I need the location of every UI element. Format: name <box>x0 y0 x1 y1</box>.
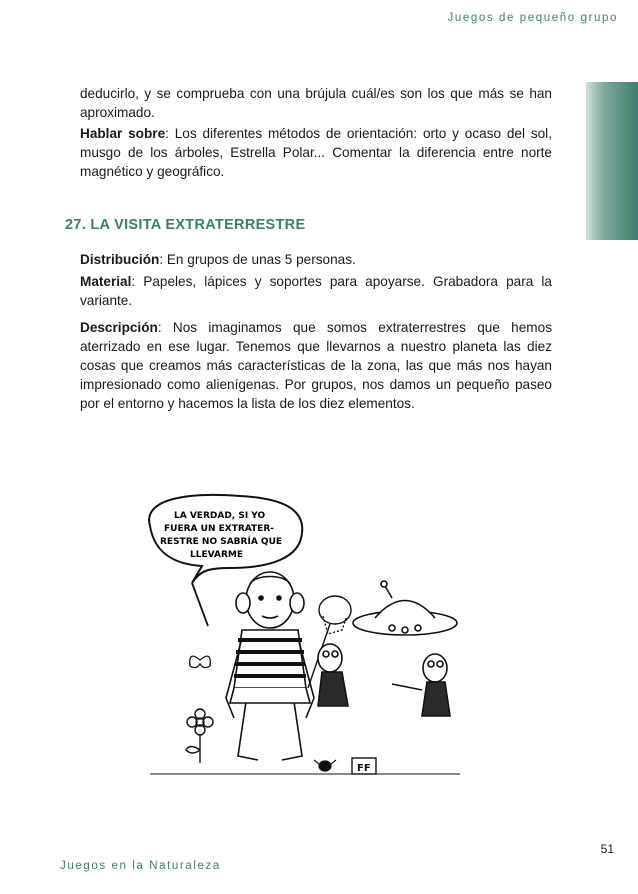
distribucion-text: : En grupos de unas 5 personas. <box>159 252 356 267</box>
section-title: 27. LA VISITA EXTRATERRESTRE <box>65 217 306 233</box>
alien-right <box>392 654 450 716</box>
chapter-side-tab <box>586 82 638 240</box>
flower-drawing <box>186 709 213 763</box>
bubble-line-1: LA VERDAD, SI YO <box>174 511 266 521</box>
alien-left <box>318 644 348 706</box>
running-header: Juegos de pequeño grupo <box>447 12 618 24</box>
hablar-sobre-paragraph <box>80 124 552 181</box>
hablar-sobre-text: : Los diferentes métodos de orientación: orto y ocaso del sol, musgo de los árboles, Estrella Polar... Comentar la diferencia entre norte magnético y geográfico. <box>80 126 552 179</box>
cartoon-illustration <box>130 488 470 788</box>
artist-signature <box>352 758 376 774</box>
page-number: 51 <box>600 842 614 856</box>
distribucion-label: Distribución <box>80 252 160 267</box>
beetle-drawing <box>314 760 336 771</box>
butterfly-drawing <box>190 656 211 667</box>
book-title-footer: Juegos en la Naturaleza <box>60 860 221 872</box>
continuation-paragraph: deducirlo, y se comprueba con una brújula cuál/es son los que más se han aproximado. <box>80 86 552 120</box>
material-label: Material <box>80 274 132 289</box>
distribucion-paragraph <box>80 250 552 269</box>
material-text: : Papeles, lápices y soportes para apoyarse. Grabadora para la variante. <box>80 274 552 308</box>
descripcion-text: : Nos imaginamos que somos extraterrestres que hemos aterrizado en ese lugar. Tenemos que llevarnos a nuestro planeta las diez cosas que creamos más características de la zona, las que más nos hayan impresionado como alienígenas. Por grupos, nos damos un pequeño paseo por el entorno y hacemos la lista de los diez elementos. <box>80 320 552 411</box>
descripcion-paragraph <box>80 318 552 413</box>
bubble-line-3: RESTRE NO SABRÍA QUE <box>160 537 283 547</box>
hablar-sobre-label: Hablar sobre <box>80 126 166 141</box>
bubble-line-2: FUERA UN EXTRATER- <box>164 524 274 534</box>
svg-text:FF: FF <box>357 763 371 774</box>
material-paragraph <box>80 272 552 310</box>
flying-saucer <box>353 581 457 635</box>
man-figure <box>226 572 314 760</box>
descripcion-label: Descripción <box>80 320 158 335</box>
bubble-line-4: LLEVARME <box>190 550 243 560</box>
